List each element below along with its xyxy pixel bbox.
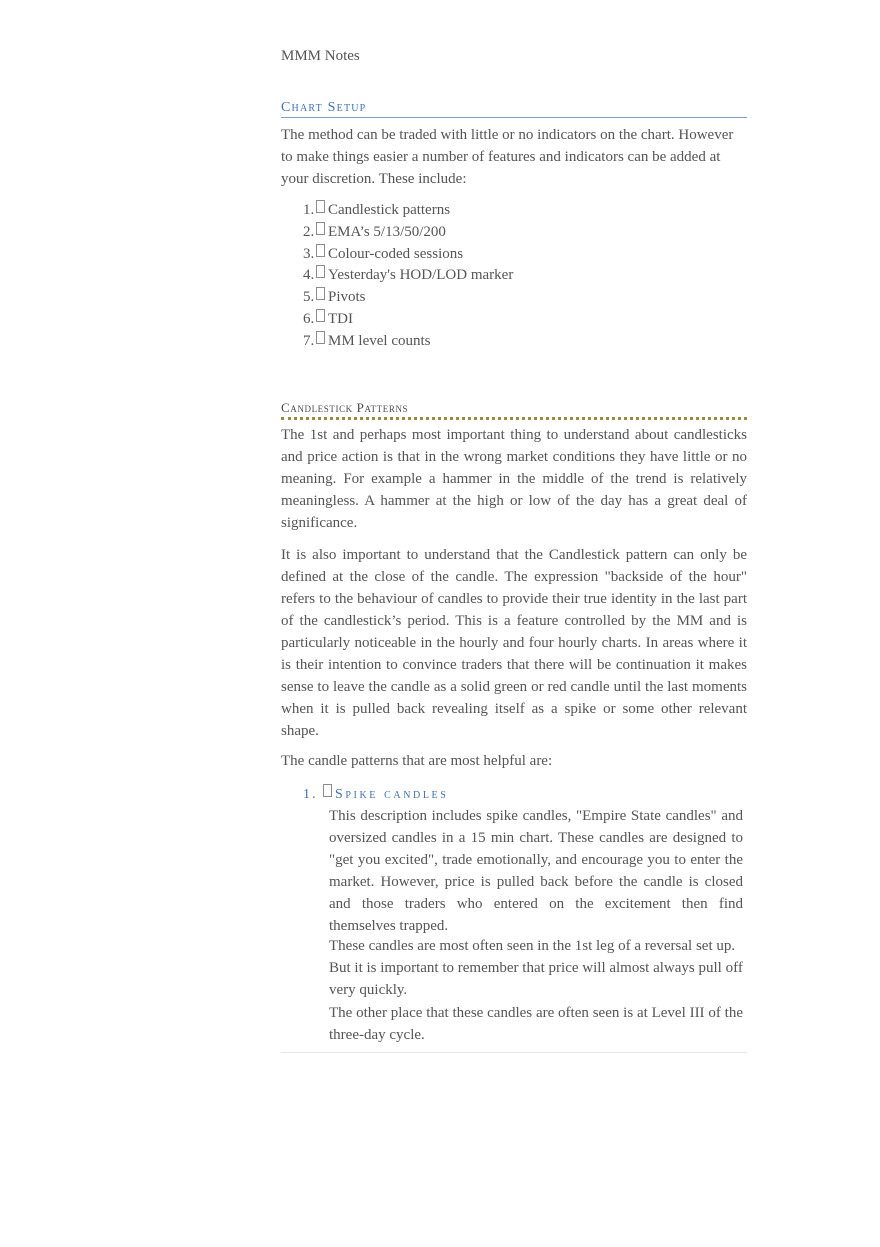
list-number: 7. [303, 332, 315, 349]
chart-setup-heading: Chart Setup [281, 100, 747, 118]
chart-setup-list [303, 200, 513, 353]
candlestick-patterns-heading: Candlestick Patterns [281, 400, 747, 420]
list-item-text: TDI [328, 310, 353, 327]
list-item-text: MM level counts [328, 332, 431, 349]
list-item [303, 244, 513, 266]
list-item [303, 200, 513, 222]
list-item [303, 265, 513, 287]
checkbox-glyph-icon [316, 287, 325, 300]
checkbox-glyph-icon [323, 784, 332, 797]
list-number: 3. [303, 245, 315, 262]
list-item-text: Candlestick patterns [328, 202, 451, 218]
list-item [303, 287, 513, 309]
candlestick-paragraph-2: It is also important to understand that the Candlestick pattern can only be defined at the close of the candle. The expression "backside of the hour" refers to the behaviour of candles to provide their true identity in the last part of the candlestick’s period. This is a feature controlled by the MM and is particularly noticeable in the hourly and four hourly charts. In areas where it is their intention to convince traders that there will be continuation it makes sense to leave the candle as a solid green or red candle until the last moments when it is pulled back revealing itself as a spike or some other relevant shape. [281, 547, 747, 739]
list-item [303, 331, 513, 353]
list-item-text: Pivots [328, 289, 366, 306]
checkbox-glyph-icon [316, 222, 325, 235]
spike-candles-paragraph-2: These candles are most often seen in the 1st leg of a reversal set up. But it is important to remember that price will almost always pull off very quickly. [329, 938, 743, 998]
list-number: 1. [303, 202, 315, 218]
list-number: 5. [303, 289, 315, 306]
document-title: MMM Notes [281, 48, 360, 64]
section-divider [281, 1052, 747, 1053]
spike-candles-title: Spike candles [335, 787, 449, 802]
checkbox-glyph-icon [316, 244, 325, 257]
list-number: 4. [303, 267, 315, 284]
checkbox-glyph-icon [316, 309, 325, 322]
checkbox-glyph-icon [316, 265, 325, 278]
list-number: 2. [303, 223, 315, 240]
spike-candles-paragraph-3: The other place that these candles are often seen is at Level III of the three-day cycle. [329, 1005, 743, 1043]
list-item-text: EMA’s 5/13/50/200 [328, 223, 446, 240]
chart-setup-intro: The method can be traded with little or no indicators on the chart. However to make things easier a number of features and indicators can be added at your discretion. These include: [281, 127, 734, 187]
list-item [303, 309, 513, 331]
list-number: 1. [303, 787, 318, 802]
candlestick-paragraph-3: The candle patterns that are most helpful are: [281, 753, 553, 769]
checkbox-glyph-icon [316, 200, 325, 213]
spike-candles-heading [303, 785, 448, 803]
list-number: 6. [303, 310, 315, 327]
list-item-text: Colour-coded sessions [328, 245, 464, 262]
spike-candles-paragraph-1: This description includes spike candles, "Empire State candles" and oversized candles in a 15 min chart. These candles are designed to "get you excited", trade emotionally, and encourage you to enter the market. However, price is pulled back before the candle is closed and those traders who entered on the excitement then find themselves trapped. [329, 808, 743, 934]
checkbox-glyph-icon [316, 331, 325, 344]
candlestick-paragraph-1: The 1st and perhaps most important thing to understand about candlesticks and price action is that in the wrong market conditions they have little or no meaning. For example a hammer in the middle of the trend is relatively meaningless. A hammer at the high or low of the day has a great deal of significance. [281, 427, 747, 531]
list-item-text: Yesterday's HOD/LOD marker [328, 267, 514, 284]
list-item [303, 222, 513, 244]
